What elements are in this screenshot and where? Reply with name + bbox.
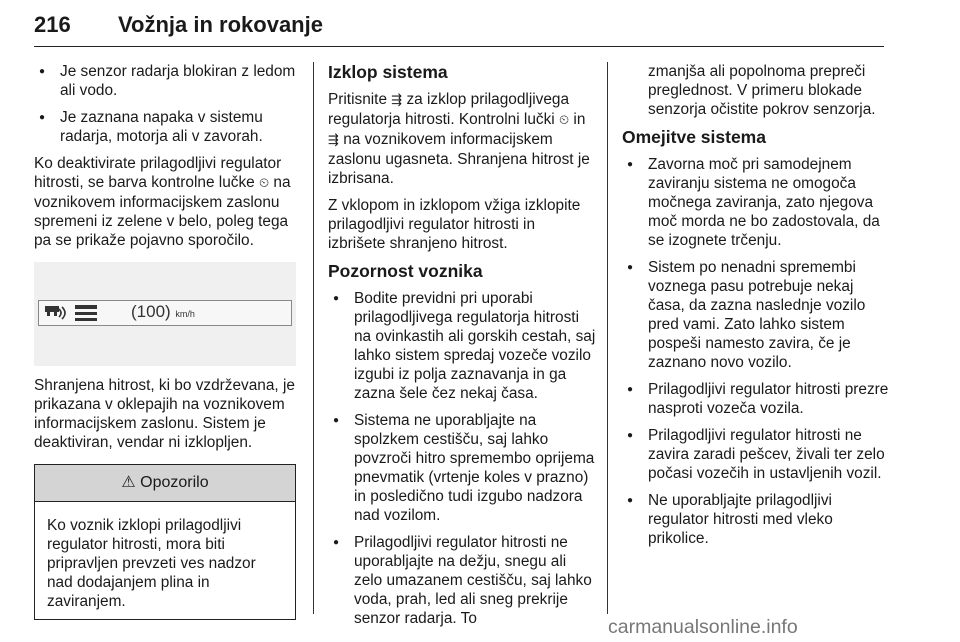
column-divider [607,62,608,614]
stored-speed: (100) km/h [131,302,195,321]
bullet-item: ● Sistem po nenadni spremembi voznega pasu potrebuje nekaj časa, da zazna naslednje vozilo pred vami. Zato lahko sistem pospeši namesto zavira, če je zaznano novo vozilo. [622,258,890,372]
heading-driver-attention: Pozornost voznika [328,261,483,281]
bullet-item: ● Prilagodljivi regulator hitrosti prezre nasproti vozeča vozila. [622,380,890,418]
warning-text: Ko voznik izklopi prilagodljivi regulator hitrosti, mora biti pripravljen prevzeti ves nadzor nad dodajanjem plina in zaviranjem. [47,517,256,610]
acc-button-icon: ⇶ [391,93,403,108]
warning-header [35,465,295,502]
display-illustration [34,262,296,366]
bullet-item: ● Sistema ne uporabljajte na spolzkem cestišču, saj lahko povzroči hitro spremembo oprijema pnevmatik (vrtenje koles v prazno) in posledično tudi izgubo nadzora nad vozilom. [328,411,596,525]
page-header [34,6,884,47]
cruise-control-icon: ⏲ [259,176,270,191]
cruise-control-icon: ⏲ [558,113,570,128]
driver-info-display [38,300,292,326]
heading-system-off: Izklop sistema [328,62,448,82]
paragraph-continued: zmanjša ali popolnoma prepreči preglednost. V primeru blokade senzorja očistite pokrov senzorja. [648,63,876,118]
acc-car-icon [43,301,105,325]
acc-car-icon: ⇶ [328,133,339,148]
watermark: carmanualsonline.info [608,616,798,638]
column-middle [328,62,596,636]
paragraph-deactivate: Ko deaktivirate prilagodljivi regulator hitrosti, se barva kontrolne lučke ⏲ na voznikovem informacijskem zaslonu spremeni iz zelene v belo, poleg tega pa se prikaže pojavno sporočilo. [34,155,291,249]
column-left [34,62,296,620]
paragraph-stored-speed: Shranjena hitrost, ki bo vzdrževana, je prikazana v oklepajih na voznikovem informacijskem zaslonu. Sistem je deaktiviran, vendar ni izklopljen. [34,377,295,451]
speed-unit: km/h [175,309,195,319]
chapter-title: Vožnja in rokovanje [118,12,323,37]
column-right [622,62,890,556]
warning-box [34,464,296,620]
warning-title: Opozorilo [140,474,209,491]
paragraph-system-off: Pritisnite ⇶ za izklop prilagodljivega regulatorja hitrosti. Kontrolni lučki ⏲ in ⇶ na voznikovem informacijskem zaslonu ugasneta. Shranjena hitrost je izbrisana. [328,91,590,187]
paragraph-ignition: Z vklopom in izklopom vžiga izklopite prilagodljivi regulator hitrosti in izbrišete shranjeno hitrost. [328,197,581,252]
page-number: 216 [34,12,71,37]
heading-system-limits: Omejitve sistema [622,127,766,147]
bullet-item: ● Je zaznana napaka v sistemu radarja, motorja ali v zavorah. [34,108,296,146]
bullet-item: ● Zavorna moč pri samodejnem zaviranju sistema ne omogoča močnega zaviranja, zato njegova moč morda ne bo zadostovala, da se izognete trčenju. [622,155,890,250]
bullet-item: ● Bodite previdni pri uporabi prilagodljivega regulatorja hitrosti na ovinkastih ali gorskih cestah, saj lahko sistem spredaj vozeče vozilo izgubi iz polja zaznavanja in ga zazna šele čez nekaj časa. [328,289,596,403]
bullet-item: ● Prilagodljivi regulator hitrosti ne zavira zaradi pešcev, živali ter zelo počasi vozečih in ustavljenih vozil. [622,426,890,483]
warning-triangle-icon: ⚠ [121,474,136,491]
bullet-item: ● Prilagodljivi regulator hitrosti ne uporabljajte na dežju, snegu ali zelo umazanem cestišču, saj lahko voda, prah, led ali sneg prekrije senzor radarja. To [328,533,596,628]
bullet-item: ● Je senzor radarja blokiran z ledom ali vodo. [34,62,296,100]
bullet-item: ● Ne uporabljajte prilagodljivi regulator hitrosti med vleko prikolice. [622,491,890,548]
column-divider [313,62,314,614]
